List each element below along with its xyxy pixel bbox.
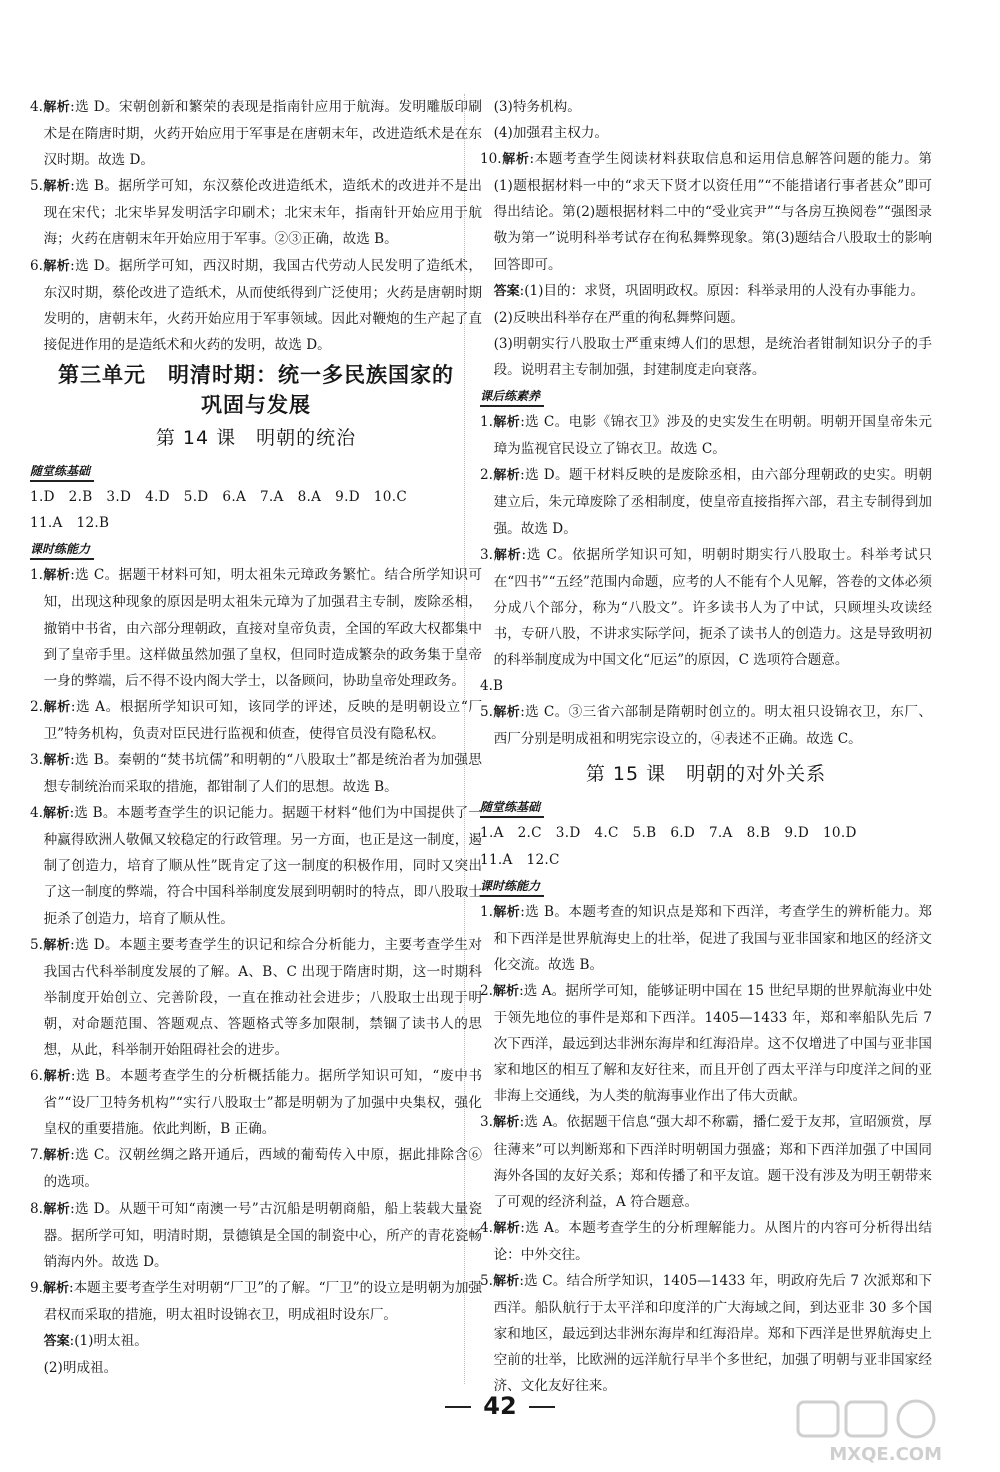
- list-item: 2.解析:选 A。根据所学知识可知，该同学的评述，反映的是明朝设立“厂卫”特务机构，负责对臣民进行监视和侦查，使得官员没有隐私权。: [30, 698, 482, 742]
- watermark-logo: [792, 1396, 982, 1466]
- answer10-line1: [480, 278, 932, 305]
- analysis-label: 解析: [492, 1220, 521, 1236]
- analysis-label: 解析: [42, 568, 71, 584]
- section-label-ability: 课时练能力: [480, 878, 544, 897]
- analysis-label: 解析: [42, 806, 70, 822]
- analysis-label: 解析: [42, 179, 71, 195]
- analysis-label: 解析: [42, 258, 71, 274]
- page-number-text: 42: [483, 1392, 517, 1420]
- list-item: 1.解析:选 C。电影《锦衣卫》涉及的史实发生在明朝。明朝开国皇帝朱元璋为监视官民设立了锦衣卫。故选 C。: [480, 414, 932, 458]
- analysis-label: 解析: [42, 1148, 71, 1164]
- answers14-line1: 1.D 2.B 3.D 4.D 5.D 6.A 7.A 8.A 9.D 10.C: [30, 489, 408, 506]
- answer-label: 答案: [43, 1334, 70, 1350]
- lesson15-title: 第 15 课 明朝的对外关系: [585, 763, 827, 786]
- list-item: 4.解析:选 B。本题考查学生的识记能力。据题干材料“他们为中国提供了一种赢得欧洲人敬佩又较稳定的行政管理。另一方面，也正是这一制度，遏制了创造力，培育了顺从性”既肯定了这一制度的积极作用，同时又突出了这一制度的弊端，符合中国科举制度发展到明朝时的特点，即八股取士扼杀了创造力，培育了顺从性。: [30, 805, 482, 927]
- unit-title-line1: 第三单元 明清时期：统一多民族国家的: [58, 362, 454, 387]
- list-item: 5.解析:选 B。据所学可知，东汉蔡伦改进造纸术，造纸术的改进并不是出现在宋代；北宋毕昇发明活字印刷术；北宋末年，指南针开始应用于航海；火药在唐朝末年开始应用于军事。②③正确，故选 B。: [30, 178, 482, 248]
- list-item: 5.解析:选 D。本题主要考查学生的识记和综合分析能力，主要考查学生对我国古代科举制度发展的了解。A、B、C 出现于隋唐时期，这一时期科举制度开始创立、完善阶段，一直在推动社会进步；八股取士出现于明朝，对命题范围、答题观点、答题格式等多加限制，禁锢了读书人的思想，从此，科举制开始阻碍社会的进步。: [30, 936, 482, 1058]
- analysis-label: 解析: [42, 699, 71, 715]
- analysis-label: 解析: [492, 904, 521, 920]
- list-item: 3.解析:选 B。秦朝的“焚书坑儒”和明朝的“八股取士”都是统治者为加强思想专制统治而采取的措施，都钳制了人们的思想。故选 B。: [30, 751, 482, 796]
- list-item: 4.B: [480, 678, 503, 695]
- right-after-items: [480, 409, 932, 752]
- answers14-line2: 11.A 12.B: [30, 515, 110, 532]
- unit-title-line2: 巩固与发展: [201, 392, 311, 417]
- analysis-label: 解析: [501, 152, 530, 168]
- left-top-items: [30, 94, 482, 358]
- list-item: 5.解析:选 C。结合所学知识，1405—1433 年，明政府先后 7 次派郑和下西洋。船队航行于太平洋和印度洋的广大海域之间，到达亚非 30 多个国家和地区，最远到达非洲东海岸和红海沿岸。郑和下西洋是世界航海史上空前的壮举，比欧洲的远洋航行早半个多世纪，加强了明朝与亚非国家经济、文化友好往来。: [480, 1273, 932, 1395]
- answer9-line4: (4)加强君主权力。: [493, 125, 609, 142]
- list-item: 10.解析:本题考查学生阅读材料获取信息和运用信息解答问题的能力。第(1)题根据材料一中的“求天下贤才以资任用”“不能措诸行事者甚众”即可得出结论。第(2)题根据材料二中的“受业宾尹”“与各房互换阅卷”“强图录敬为第一”说明科举考试存在徇私舞弊现象。第(3)题结合八股取士的影响回答即可。: [480, 151, 932, 273]
- list-item: 1.解析:选 B。本题考查的知识点是郑和下西洋，考查学生的辨析能力。郑和下西洋是世界航海史上的壮举，促进了我国与亚非国家和地区的经济文化交流。故选 B。: [480, 903, 932, 973]
- left-column: [30, 94, 482, 1381]
- answer9-line2: (2)明成祖。: [43, 1360, 118, 1377]
- section-label-after: 课后练素养: [480, 388, 544, 407]
- svg-text:MXQE.COM: MXQE.COM: [829, 1444, 942, 1465]
- list-item: 4.解析:选 D。宋朝创新和繁荣的表现是指南针应用于航海。发明雕版印刷术是在隋唐时期，火药开始应用于军事是在唐朝末年，改进造纸术是在东汉时期。故选 D。: [30, 99, 482, 169]
- list-item: 5.解析:选 C。③三省六部制是隋朝时创立的。明太祖只设锦衣卫，东厂、西厂分别是明成祖和明宪宗设立的，④表述不正确。故选 C。: [480, 704, 932, 748]
- analysis-label: 解析: [492, 415, 521, 431]
- analysis-label: 解析: [492, 1115, 520, 1131]
- analysis-label: 解析: [42, 752, 71, 768]
- list-item: 9.解析:本题主要考查学生对明朝“厂卫”的了解。“厂卫”的设立是明朝为加强君权而采取的措施，明太祖时设锦衣卫，明成祖时设东厂。: [30, 1279, 483, 1323]
- list-item: 3.解析:选 C。依据所学知识可知，明朝时期实行八股取士。科举考试只在“四书”“五经”范围内命题，应考的人不能有个人见解，答卷的文体必须分成八个部分，称为“八股文”。许多读书人为了中试，只顾埋头攻读经书，专研八股，不讲求实际学问，扼杀了读书人的创造力。这是导致明初的科举制度成为中国文化“厄运”的原因，C 选项符合题意。: [480, 546, 932, 668]
- page-number-dash-left: [445, 1406, 471, 1408]
- lesson14-title: 第 14 课 明朝的统治: [155, 426, 357, 449]
- answer10-line3: (3)明朝实行八股取士严重束缚人们的思想，是统治者钳制知识分子的手段。说明君主专制加强，封建制度走向衰落。: [493, 335, 932, 378]
- list-item: 1.解析:选 C。据题干材料可知，明太祖朱元璋政务繁忙。结合所学知识可知，出现这种现象的原因是明太祖朱元璋为了加强君主专制，废除丞相，撤销中书省，由六部分理朝政，直接对皇帝负责，全国的军政大权都集中到了皇帝手里。这样做虽然加强了皇权，但同时造成繁杂的政务集于皇帝一身的弊端，后不得不设内阁大学士，以备顾问，协助皇帝处理政务。: [30, 567, 482, 689]
- answer-text: :(1)目的：求贤，巩固明政权。原因：科举录用的人没有办事能力。: [519, 282, 925, 299]
- analysis-label: 解析: [42, 1069, 71, 1085]
- left-ability-items: [30, 562, 482, 1328]
- answers15-line1: 1.A 2.C 3.D 4.C 5.B 6.D 7.A 8.B 9.D 10.D: [480, 825, 857, 842]
- analysis-label: 解析: [492, 468, 521, 484]
- section-label-ability: 课时练能力: [30, 541, 94, 560]
- list-item: 6.解析:选 D。据所学可知，西汉时期，我国古代劳动人民发明了造纸术，东汉时期，蔡伦改进了造纸术，从而使纸得到广泛使用；火药是唐朝时期发明的，唐朝末年，火药开始应用于军事领域。因此对鞭炮的生产起了直接促进作用的是造纸术和火药的发明，故选 D。: [30, 257, 482, 353]
- analysis-label: 解析: [492, 705, 521, 721]
- section-label-basic: 随堂练基础: [30, 463, 94, 482]
- answer-text: :(1)明太祖。: [69, 1333, 148, 1350]
- analysis-label: 解析: [42, 100, 71, 115]
- section-label-basic: 随堂练基础: [480, 799, 544, 818]
- answer9-line1: [30, 1328, 482, 1355]
- right-ability-items: [480, 899, 932, 1400]
- answer-label: 答案: [493, 283, 520, 299]
- answer9-line3: (3)特务机构。: [493, 99, 581, 115]
- analysis-label: 解析: [42, 1201, 71, 1217]
- list-item: 2.解析:选 A。据所学可知，能够证明中国在 15 世纪早期的世界航海业中处于领先地位的事件是郑和下西洋。1405—1433 年，郑和率船队先后 7 次下西洋，最远到达非洲东海岸和红海沿岸。这不仅增进了中国与亚非国家和地区的相互了解和友好往来，而且开创了西太平洋与印度洋之间的亚非海上交通线，为人类的航海事业作出了伟大贡献。: [480, 983, 932, 1105]
- answers15-line2: 11.A 12.C: [480, 851, 560, 868]
- analysis-label: 解析: [42, 937, 71, 953]
- right-column: [480, 94, 932, 1400]
- answer10-line2: (2)反映出科举存在严重的徇私舞弊问题。: [493, 309, 744, 326]
- analysis-label: 解析: [492, 984, 520, 999]
- list-item: 3.解析:选 A。依据题干信息“强大却不称霸，播仁爱于友邦，宣昭颁赏，厚往薄来”可以判断郑和下西洋时明朝国力强盛；郑和下西洋加强了中国同海外各国的友好关系；郑和传播了和平友谊。题干没有涉及为明王朝带来了可观的经济利益，A 符合题意。: [480, 1114, 932, 1210]
- list-item: 6.解析:选 B。本题考查学生的分析概括能力。据所学知识可知，“废中书省”“设厂卫特务机构”“实行八股取士”都是明朝为了加强中央集权，强化皇权的重要措施。依此判断，B 正确。: [30, 1068, 482, 1138]
- page-number-dash-right: [529, 1406, 555, 1408]
- analysis-label: 解析: [492, 547, 522, 563]
- list-item: 8.解析:选 D。从题干可知“南澳一号”古沉船是明朝商船，船上装载大量瓷器。据所学可知，明清时期，景德镇是全国的制瓷中心，所产的青花瓷畅销海内外。故选 D。: [30, 1200, 482, 1270]
- list-item: 7.解析:选 C。汉朝丝绸之路开通后，西域的葡萄传入中原，据此排除含⑥的选项。: [30, 1147, 482, 1191]
- analysis-label: 解析: [492, 1274, 520, 1290]
- list-item: 4.解析:选 A。本题考查学生的分析理解能力。从图片的内容可分析得出结论：中外交往。: [480, 1219, 932, 1263]
- list-item: 2.解析:选 D。题干材料反映的是废除丞相，由六部分理朝政的史实。明朝建立后，朱元璋废除了丞相制度，使皇帝直接指挥六部，君主专制得到加强。故选 D。: [480, 467, 932, 537]
- analysis-label: 解析: [42, 1280, 69, 1296]
